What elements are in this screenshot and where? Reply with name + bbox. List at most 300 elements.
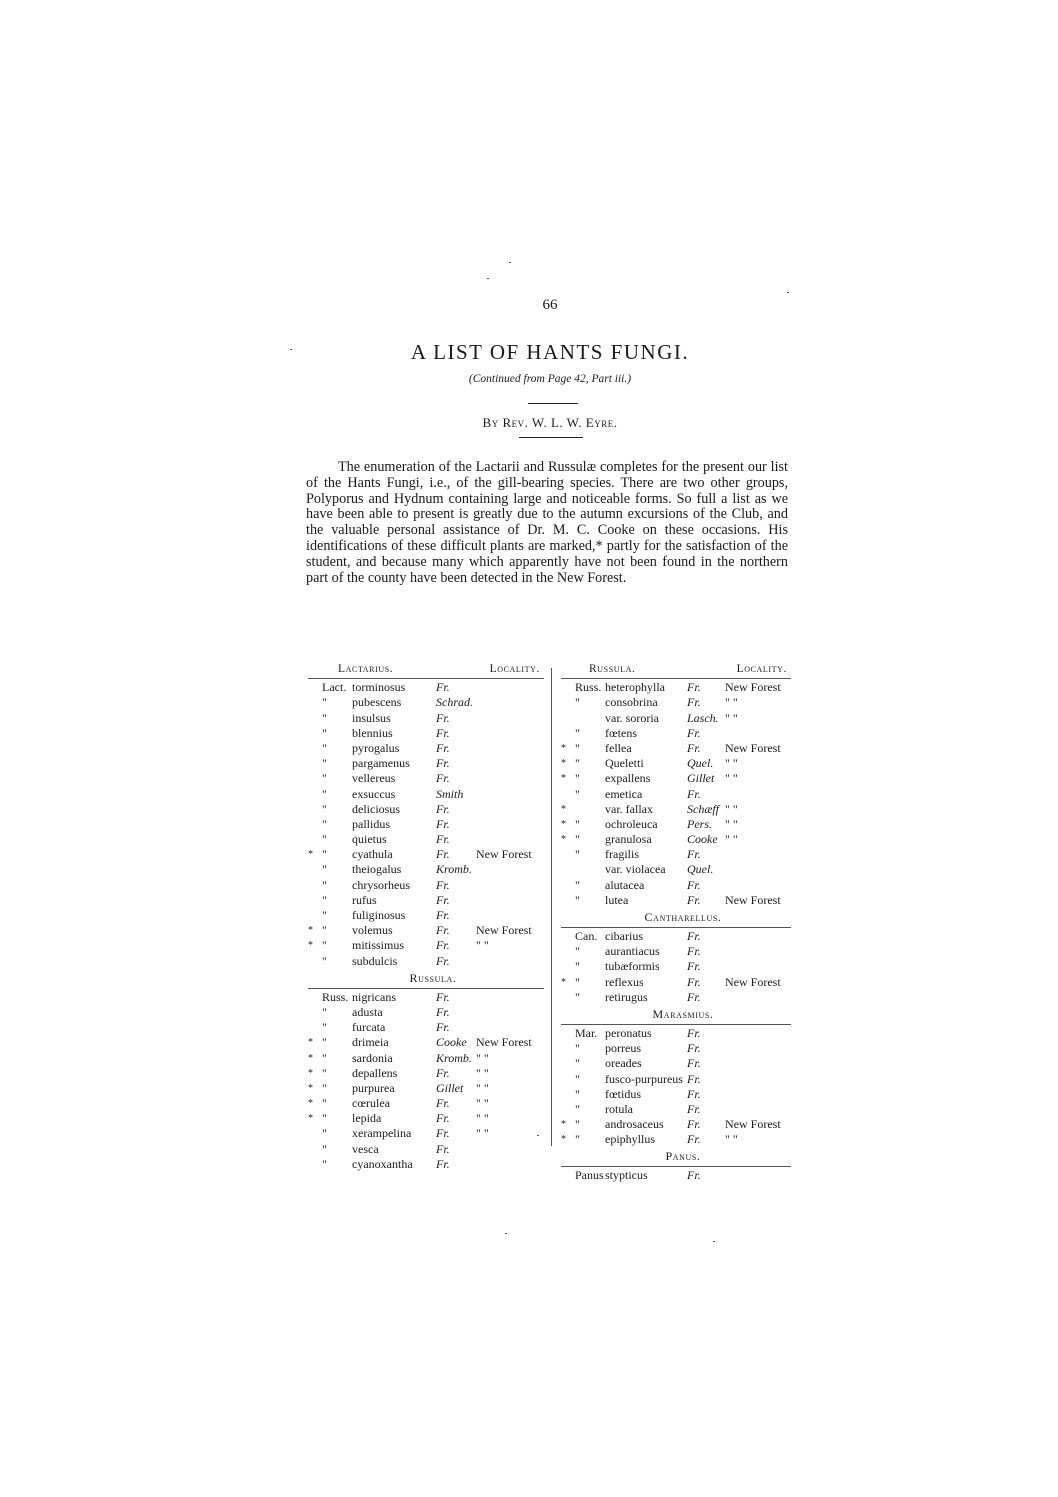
cooke-mark [308, 1126, 322, 1141]
species-name: alutacea [605, 877, 645, 892]
genus-abbrev: " [322, 756, 327, 771]
cooke-mark [561, 929, 575, 944]
species-name: var. fallax [605, 801, 653, 816]
locality [476, 1005, 544, 1020]
species-row [561, 726, 791, 741]
cooke-mark [308, 726, 322, 741]
cooke-mark [561, 1168, 575, 1183]
species-row [561, 847, 791, 862]
cooke-mark [308, 756, 322, 771]
genus-abbrev [575, 711, 605, 726]
species-row [561, 944, 791, 959]
species-name: cœrulea [352, 1096, 390, 1111]
author-abbrev: Fr. [436, 953, 450, 968]
cooke-mark: * [561, 834, 566, 846]
locality: New Forest [725, 740, 781, 755]
locality [725, 1168, 791, 1183]
page-number: 66 [542, 297, 558, 313]
locality [725, 726, 791, 741]
locality [725, 959, 791, 974]
species-name: purpurea [352, 1080, 395, 1095]
author-abbrev: Fr. [436, 1156, 450, 1171]
author-abbrev: Fr. [687, 740, 701, 755]
locality: " " [476, 938, 489, 953]
locality: New Forest [476, 847, 532, 862]
locality [476, 862, 544, 877]
species-row [561, 771, 791, 786]
author-abbrev: Kromb. [436, 862, 472, 877]
locality: " " [476, 1080, 489, 1095]
genus-abbrev: " [575, 786, 580, 801]
locality: " " [476, 1126, 489, 1141]
cooke-mark: * [308, 1113, 313, 1125]
author-abbrev: Smith [436, 786, 464, 801]
species-name: furcata [352, 1020, 386, 1035]
author-abbrev: Fr. [436, 740, 450, 755]
column-divider [551, 668, 552, 1146]
author-abbrev: Fr. [436, 1020, 450, 1035]
genus-abbrev: " [575, 816, 580, 831]
genus-abbrev: " [322, 892, 327, 907]
cooke-mark [308, 990, 322, 1005]
species-name: retirugus [605, 989, 648, 1004]
species-name: expallens [605, 771, 651, 786]
locality: " " [476, 1065, 489, 1080]
author-abbrev: Fr. [436, 989, 450, 1004]
locality [725, 990, 791, 1005]
genus-abbrev: " [322, 786, 327, 801]
species-name: var. sororia [605, 710, 659, 725]
species-name: adusta [352, 1004, 383, 1019]
locality [476, 756, 544, 771]
author-abbrev: Fr. [436, 816, 450, 831]
cooke-mark [308, 741, 322, 756]
genus-abbrev: " [322, 725, 327, 740]
cooke-mark [561, 878, 575, 893]
cooke-mark: * [308, 1037, 313, 1049]
cooke-mark [561, 1102, 575, 1117]
author-abbrev: Fr. [687, 1041, 701, 1056]
author-abbrev: Fr. [436, 923, 450, 938]
scan-speck [487, 278, 489, 279]
intro-paragraph [306, 460, 788, 586]
locality [476, 1142, 544, 1157]
locality [476, 787, 544, 802]
species-name: androsaceus [605, 1117, 664, 1132]
genus-abbrev: " [575, 725, 580, 740]
cooke-mark [561, 847, 575, 862]
species-name: nigricans [352, 989, 396, 1004]
genus-abbrev: " [322, 1096, 327, 1111]
author-abbrev: Fr. [687, 877, 701, 892]
species-name: drimeia [352, 1035, 389, 1050]
locality: " " [725, 832, 738, 847]
byline-rule [519, 437, 583, 438]
species-row [561, 802, 791, 817]
author-abbrev: Fr. [687, 959, 701, 974]
species-row [561, 1056, 791, 1071]
locality: New Forest [725, 1117, 781, 1132]
species-name: fellea [605, 740, 632, 755]
species-row [561, 711, 791, 726]
cooke-mark [561, 959, 575, 974]
species-row [561, 680, 791, 695]
locality: " " [476, 1111, 489, 1126]
cooke-mark: * [308, 925, 313, 937]
subtitle: (Continued from Page 42, Part iii.) [468, 373, 632, 385]
locality: New Forest [725, 892, 781, 907]
author-abbrev: Cooke [687, 832, 718, 847]
cooke-mark [308, 908, 322, 923]
locality [476, 817, 544, 832]
author-abbrev: Fr. [436, 1096, 450, 1111]
genus-abbrev: " [322, 1156, 327, 1171]
section-heading-cantharellus: Cantharellus. [644, 910, 722, 925]
author-abbrev: Fr. [436, 892, 450, 907]
locality: " " [476, 1096, 489, 1111]
page-title: A LIST OF HANTS FUNGI. [410, 340, 690, 364]
cooke-mark: * [308, 1067, 313, 1079]
author-abbrev: Fr. [687, 725, 701, 740]
right-column-header [561, 662, 791, 677]
genus-abbrev: " [575, 771, 580, 786]
species-name: torminosus [352, 680, 406, 695]
genus-abbrev: " [322, 771, 327, 786]
species-name: reflexus [605, 974, 644, 989]
author-abbrev: Fr. [687, 1132, 701, 1147]
author-abbrev: Schæff [687, 801, 719, 816]
genus-abbrev: " [322, 832, 327, 847]
species-row [561, 1117, 791, 1132]
genus-heading: Lactarius. [338, 663, 394, 675]
locality [476, 893, 544, 908]
section-heading-russula: Russula. [409, 970, 457, 985]
species-name: Queletti [605, 756, 644, 771]
species-row [308, 893, 544, 908]
species-row [308, 771, 544, 786]
locality [725, 1087, 791, 1102]
species-row [561, 862, 791, 877]
author-abbrev: Fr. [687, 1101, 701, 1116]
genus-abbrev: " [322, 1141, 327, 1156]
genus-abbrev: " [322, 1004, 327, 1019]
locality: " " [476, 1050, 489, 1065]
cooke-mark [561, 726, 575, 741]
species-row [561, 741, 791, 756]
species-row [308, 1157, 544, 1172]
species-row [561, 959, 791, 974]
title-rule [528, 403, 578, 404]
genus-abbrev: " [575, 1071, 580, 1086]
locality [476, 1020, 544, 1035]
genus-abbrev [575, 862, 605, 877]
species-name: tubæformis [605, 959, 660, 974]
author-abbrev: Kromb. [436, 1050, 472, 1065]
species-name: chrysorheus [352, 877, 410, 892]
cantharellus-list [561, 929, 791, 1005]
scan-speck [537, 1135, 539, 1136]
species-name: lutea [605, 892, 629, 907]
cooke-mark [561, 1056, 575, 1071]
species-name: emetica [605, 786, 643, 801]
cooke-mark [561, 1041, 575, 1056]
cooke-mark [308, 1157, 322, 1172]
section-rule [561, 1166, 791, 1167]
species-name: pallidus [352, 816, 390, 831]
species-row [561, 756, 791, 771]
species-name: rotula [605, 1101, 633, 1116]
russula-list-right [561, 680, 791, 908]
species-name: fœtidus [605, 1086, 641, 1101]
species-name: peronatus [605, 1025, 652, 1040]
species-name: porreus [605, 1041, 641, 1056]
species-name: consobrina [605, 695, 658, 710]
species-row [561, 1072, 791, 1087]
locality [725, 1102, 791, 1117]
species-row [308, 1096, 544, 1111]
locality [725, 1072, 791, 1087]
cooke-mark [561, 862, 575, 877]
species-row [561, 695, 791, 710]
author-abbrev: Quel. [687, 756, 714, 771]
cooke-mark [308, 695, 322, 710]
author-abbrev: Cooke [436, 1035, 467, 1050]
cooke-mark: * [561, 1134, 566, 1146]
species-name: ochroleuca [605, 816, 658, 831]
genus-abbrev: " [322, 1035, 327, 1050]
cooke-mark [561, 1072, 575, 1087]
species-name: granulosa [605, 832, 652, 847]
species-row [561, 1102, 791, 1117]
species-name: fusco-purpureus [605, 1071, 683, 1086]
locality: " " [725, 1132, 738, 1147]
locality: New Forest [725, 680, 781, 695]
genus-abbrev: " [575, 989, 580, 1004]
cooke-mark [561, 711, 575, 726]
genus-abbrev: " [322, 908, 327, 923]
author-abbrev: Lasch. [687, 710, 719, 725]
cooke-mark [561, 787, 575, 802]
species-row [561, 929, 791, 944]
author-abbrev: Fr. [687, 695, 701, 710]
species-row [308, 741, 544, 756]
species-name: blennius [352, 725, 393, 740]
author-abbrev: Pers. [687, 816, 712, 831]
locality: " " [725, 771, 738, 786]
species-name: fragilis [605, 847, 639, 862]
species-name: oreades [605, 1056, 642, 1071]
locality-heading: Locality. [736, 663, 787, 675]
cooke-mark [308, 893, 322, 908]
author-abbrev: Fr. [687, 929, 701, 944]
genus-abbrev: " [322, 816, 327, 831]
species-row [308, 1066, 544, 1081]
species-name: sardonia [352, 1050, 393, 1065]
species-name: vesca [352, 1141, 379, 1156]
cooke-mark [561, 695, 575, 710]
cooke-mark: * [308, 849, 313, 861]
species-name: cibarius [605, 929, 643, 944]
author-abbrev: Fr. [436, 938, 450, 953]
left-column-header [308, 662, 544, 677]
author-abbrev: Fr. [436, 1111, 450, 1126]
author-abbrev: Fr. [436, 771, 450, 786]
species-row [561, 893, 791, 908]
author-abbrev: Fr. [436, 1141, 450, 1156]
cooke-mark [308, 711, 322, 726]
cooke-mark: * [561, 818, 566, 830]
species-row [561, 817, 791, 832]
locality [476, 990, 544, 1005]
species-name: fœtens [605, 725, 637, 740]
left-column [308, 662, 544, 1172]
cooke-mark [308, 954, 322, 969]
species-name: pubescens [352, 695, 402, 710]
genus-abbrev: " [575, 974, 580, 989]
species-name: deliciosus [352, 801, 400, 816]
locality: " " [725, 710, 738, 725]
species-name: stypticus [605, 1168, 648, 1183]
genus-abbrev: " [322, 953, 327, 968]
scan-speck [505, 1233, 507, 1234]
scan-speck [290, 349, 292, 350]
author-abbrev: Gillet [436, 1080, 464, 1095]
cooke-mark: * [308, 1052, 313, 1064]
genus-abbrev: " [575, 1086, 580, 1101]
species-name: rufus [352, 892, 377, 907]
species-row [308, 878, 544, 893]
cooke-mark [561, 1087, 575, 1102]
cooke-mark [561, 680, 575, 695]
cooke-mark [561, 1026, 575, 1041]
locality [725, 944, 791, 959]
author-abbrev: Fr. [436, 710, 450, 725]
species-row [308, 680, 544, 695]
byline: By Rev. W. L. W. Eyre. [482, 415, 618, 430]
author-abbrev: Fr. [687, 1168, 701, 1183]
genus-abbrev: " [322, 1080, 327, 1095]
species-row [561, 1168, 791, 1183]
locality [725, 787, 791, 802]
genus-abbrev: " [322, 801, 327, 816]
locality [476, 878, 544, 893]
author-abbrev: Fr. [687, 974, 701, 989]
locality [476, 1157, 544, 1172]
species-row [561, 787, 791, 802]
species-row [561, 975, 791, 990]
author-abbrev: Fr. [687, 1086, 701, 1101]
genus-heading: Russula. [589, 663, 636, 675]
genus-abbrev: " [575, 944, 580, 959]
locality [476, 711, 544, 726]
species-name: pyrogalus [352, 740, 400, 755]
species-row [308, 711, 544, 726]
author-abbrev: Fr. [687, 944, 701, 959]
cooke-mark: * [308, 1082, 313, 1094]
scan-speck [509, 262, 511, 263]
russula-list-left [308, 990, 544, 1172]
cooke-mark [308, 1020, 322, 1035]
author-abbrev: Fr. [687, 1117, 701, 1132]
locality [476, 741, 544, 756]
cooke-mark [308, 771, 322, 786]
species-row [308, 695, 544, 710]
locality [725, 1041, 791, 1056]
species-row [561, 878, 791, 893]
author-abbrev: Fr. [436, 832, 450, 847]
cooke-mark [308, 802, 322, 817]
genus-abbrev: " [575, 1101, 580, 1116]
cooke-mark [308, 832, 322, 847]
genus-abbrev: " [575, 1041, 580, 1056]
genus-abbrev: " [322, 740, 327, 755]
locality [725, 1026, 791, 1041]
species-name: subdulcis [352, 953, 398, 968]
species-row [308, 1081, 544, 1096]
genus-abbrev: " [575, 695, 580, 710]
locality [476, 832, 544, 847]
author-abbrev: Fr. [436, 1126, 450, 1141]
locality: " " [725, 756, 738, 771]
species-row [561, 1041, 791, 1056]
species-name: depallens [352, 1065, 398, 1080]
genus-abbrev: " [322, 862, 327, 877]
species-row [308, 817, 544, 832]
marasmius-list [561, 1026, 791, 1148]
species-row [308, 847, 544, 862]
genus-abbrev: " [322, 1111, 327, 1126]
species-row [308, 1142, 544, 1157]
species-row [561, 1132, 791, 1147]
intro-text: The enumeration of the Lactarii and Russulæ completes for the present our list of the Hants Fungi, i.e., of the gill-bearing species. There are two other groups, Polyporus and Hydnum containing large and noticeable forms. So full a list as we have been able to present is greatly due to the autumn excursions of the Club, and the valuable personal assistance of Dr. M. C. Cooke on these occasions. His identifications of these difficult plants are marked,* partly for the satisfaction of the student, and because many which apparently have not been found in the northern part of the county have been detected in the New Forest. [306, 459, 788, 586]
locality [476, 695, 544, 710]
species-row [561, 832, 791, 847]
author-abbrev: Fr. [436, 756, 450, 771]
species-row [308, 923, 544, 938]
cooke-mark [561, 990, 575, 1005]
author-abbrev: Fr. [687, 989, 701, 1004]
cooke-mark [308, 878, 322, 893]
locality [725, 862, 791, 877]
species-name: insulsus [352, 710, 391, 725]
cooke-mark [308, 1005, 322, 1020]
genus-abbrev: " [575, 756, 580, 771]
panus-list [561, 1168, 791, 1183]
genus-abbrev: Russ. [575, 680, 602, 695]
locality [725, 1056, 791, 1071]
locality: New Forest [476, 1035, 532, 1050]
author-abbrev: Fr. [436, 1065, 450, 1080]
species-row [561, 1026, 791, 1041]
author-abbrev: Gillet [687, 771, 715, 786]
author-abbrev: Schrad. [436, 695, 473, 710]
species-row [561, 990, 791, 1005]
locality: " " [725, 801, 738, 816]
locality [476, 954, 544, 969]
cooke-mark: * [561, 742, 566, 754]
species-name: xerampelina [352, 1126, 412, 1141]
genus-abbrev: " [322, 1050, 327, 1065]
author-abbrev: Fr. [687, 847, 701, 862]
locality [725, 929, 791, 944]
genus-abbrev: " [322, 938, 327, 953]
cooke-mark: * [561, 803, 566, 815]
section-rule [561, 927, 791, 928]
species-row [561, 1087, 791, 1102]
species-row [308, 908, 544, 923]
species-row [308, 990, 544, 1005]
species-name: var. violacea [605, 862, 666, 877]
